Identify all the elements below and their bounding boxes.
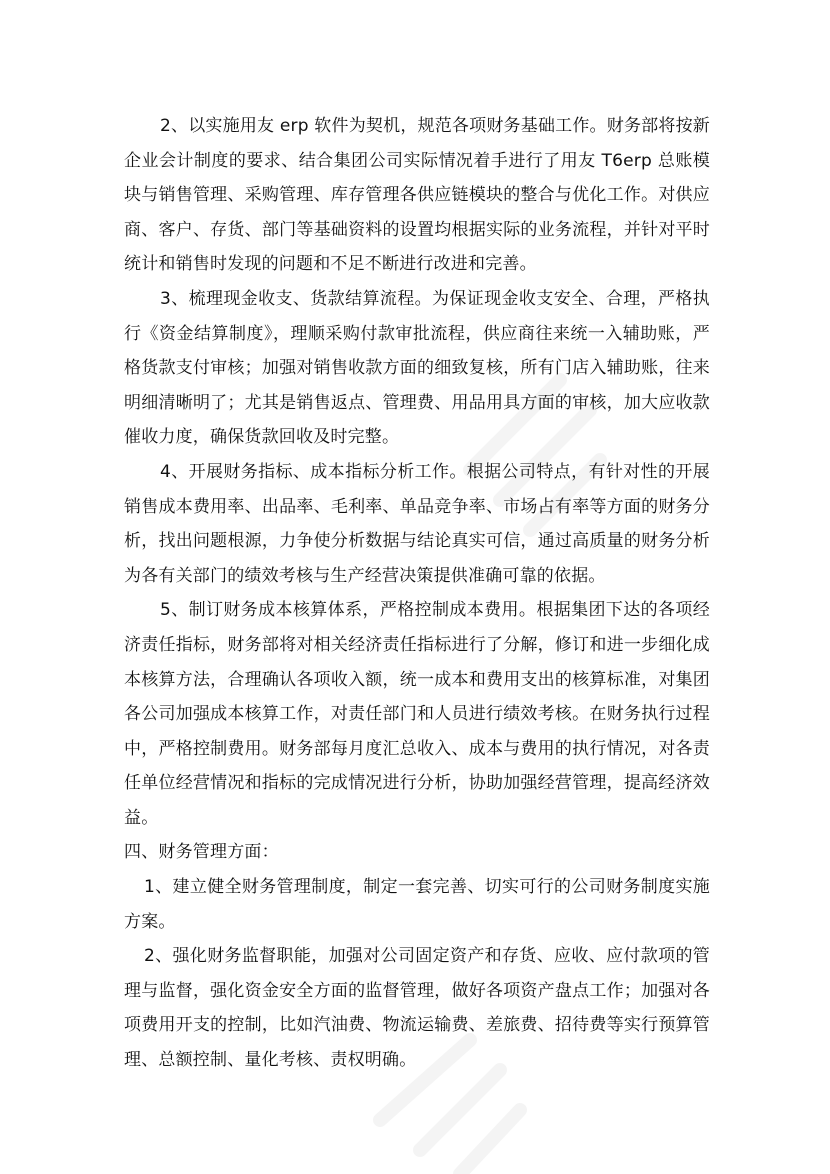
paragraph-item-4: 4、开展财务指标、成本指标分析工作。根据公司特点，有针对性的开展销售成本费用率、出品率、毛利率、单品竞争率、市场占有率等方面的财务分析，找出问题根源，力争使分析数据与结论真实可信，通过高质量的财务分析为各有关部门的绩效考核与生产经营决策提供准确可靠的依据。 [124,461,710,586]
section-heading-finance-management: 四、财务管理方面： [124,842,279,863]
paragraph-management-2: 2、强化财务监督职能，加强对公司固定资产和存货、应收、应付款项的管理与监督，强化资金安全方面的监督管理，做好各项资产盘点工作；加强对各项费用开支的控制，比如汽油费、物流运输费、差旅费、招待费等实行预算管理、总额控制、量化考核、责权明确。 [124,946,710,1071]
paragraph-item-2: 2、以实施用友 erp 软件为契机，规范各项财务基础工作。财务部将按新企业会计制度的要求、结合集团公司实际情况着手进行了用友 T6erp 总账模块与销售管理、采购管理、库存管理各供应链模块的整合与优化工作。对供应商、客户、存货、部门等基础资料的设置均根据实际的业务流程，并针对平时统计和销售时发现的问题和不足不断进行改进和完善。 [124,116,710,275]
paragraph-item-3: 3、梳理现金收支、货款结算流程。为保证现金收支安全、合理，严格执行《资金结算制度》，理顺采购付款审批流程，供应商往来统一入辅助账，严格货款支付审核；加强对销售收款方面的细致复核，所有门店入辅助账，往来明细清晰明了；尤其是销售返点、管理费、用品用具方面的审核，加大应收款催收力度，确保货款回收及时完整。 [124,288,710,448]
document-body [124,109,710,1078]
paragraph-management-1: 1、建立健全财务管理制度，制定一套完善、切实可行的公司财务制度实施方案。 [124,877,710,932]
paragraph-item-5: 5、制订财务成本核算体系，严格控制成本费用。根据集团下达的各项经济责任指标，财务部将对相关经济责任指标进行了分解，修订和进一步细化成本核算方法，合理确认各项收入额，统一成本和费用支出的核算标准，对集团各公司加强成本核算工作，对责任部门和人员进行绩效考核。在财务执行过程中，严格控制费用。财务部每月度汇总收入、成本与费用的执行情况，对各责任单位经营情况和指标的完成情况进行分析，协助加强经营管理，提高经济效益。 [124,600,710,828]
